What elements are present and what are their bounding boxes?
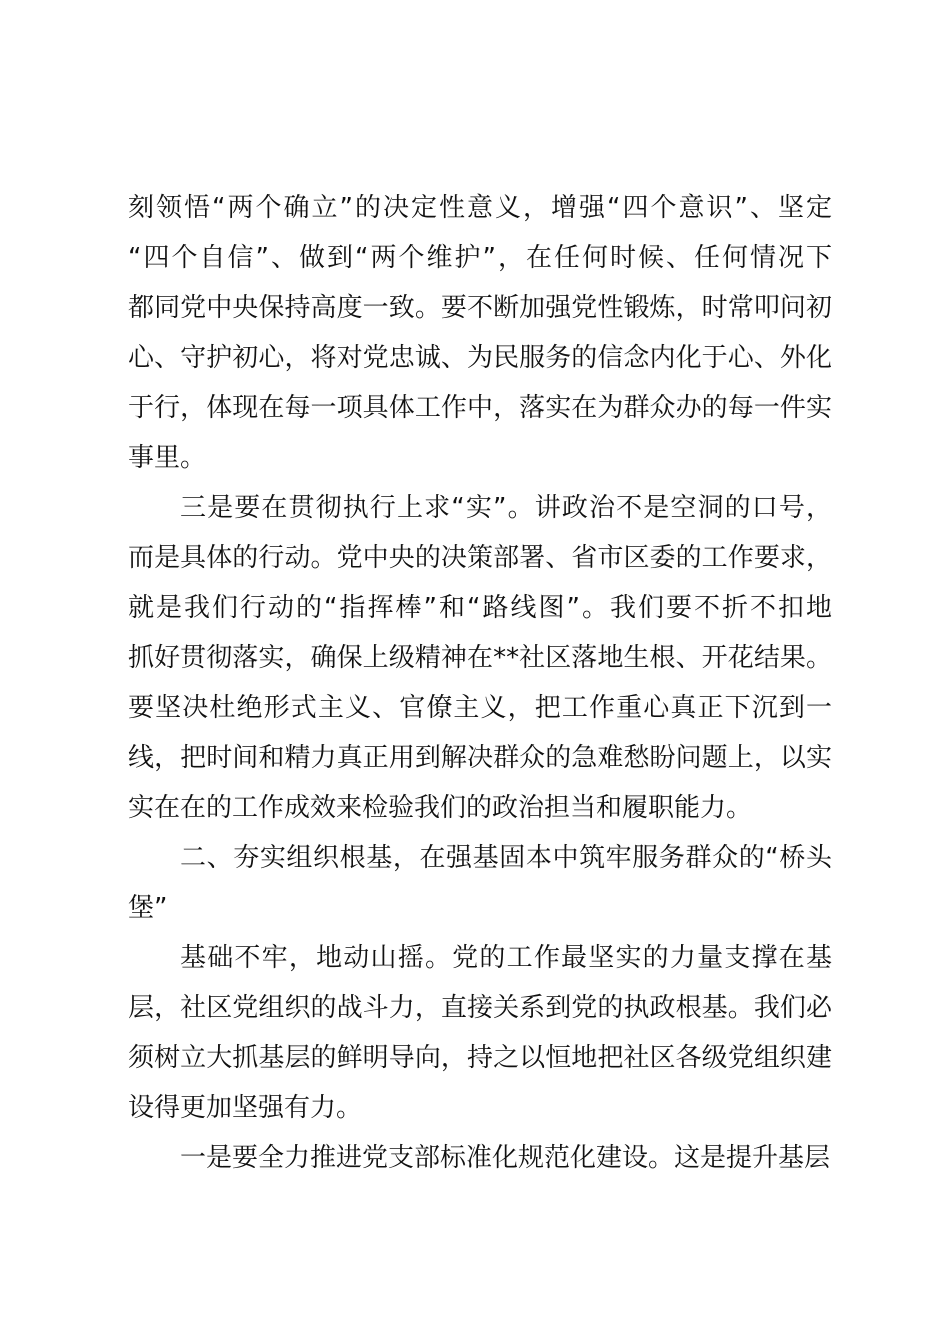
- text-line: 实在在的工作成效来检验我们的政治担当和履职能力。: [128, 793, 753, 823]
- text-line: 于行，体现在每一项具体工作中，落实在为群众办的每一件实: [128, 393, 832, 423]
- paragraph: [128, 1133, 832, 1183]
- text-line: “四个自信”、做到“两个维护”，在任何时候、任何情况下: [128, 243, 832, 273]
- text-line: 二、夯实组织根基，在强基固本中筑牢服务群众的“桥头: [180, 843, 832, 873]
- text-line: 线，把时间和精力真正用到解决群众的急难愁盼问题上，以实: [128, 743, 832, 773]
- paragraph: [128, 483, 832, 833]
- paragraph: [128, 183, 832, 483]
- text-line: 心、守护初心，将对党忠诚、为民服务的信念内化于心、外化: [128, 343, 832, 373]
- text-line: 基础不牢，地动山摇。党的工作最坚实的力量支撑在基: [180, 943, 832, 973]
- text-line: 堡”: [128, 893, 168, 923]
- text-line: 层，社区党组织的战斗力，直接关系到党的执政根基。我们必: [128, 993, 832, 1023]
- text-line: 要坚决杜绝形式主义、官僚主义，把工作重心真正下沉到一: [128, 693, 832, 723]
- text-line: 一是要全力推进党支部标准化规范化建设。这是提升基层: [180, 1143, 831, 1173]
- text-line: 抓好贯彻落实，确保上级精神在**社区落地生根、开花结果。: [128, 643, 832, 673]
- text-line: 都同党中央保持高度一致。要不断加强党性锻炼，时常叩问初: [128, 293, 832, 323]
- text-line: 就是我们行动的“指挥棒”和“路线图”。我们要不折不扣地: [128, 593, 832, 623]
- paragraph: [128, 833, 832, 933]
- text-line: 三是要在贯彻执行上求“实”。讲政治不是空洞的口号，: [180, 493, 832, 523]
- text-line: 设得更加坚强有力。: [128, 1093, 363, 1123]
- text-line: 事里。: [128, 443, 207, 473]
- text-line: 刻领悟“两个确立”的决定性意义，增强“四个意识”、坚定: [128, 193, 832, 223]
- document-body: [128, 183, 832, 1183]
- paragraph: [128, 933, 832, 1133]
- text-line: 须树立大抓基层的鲜明导向，持之以恒地把社区各级党组织建: [128, 1043, 832, 1073]
- text-line: 而是具体的行动。党中央的决策部署、省市区委的工作要求，: [128, 543, 832, 573]
